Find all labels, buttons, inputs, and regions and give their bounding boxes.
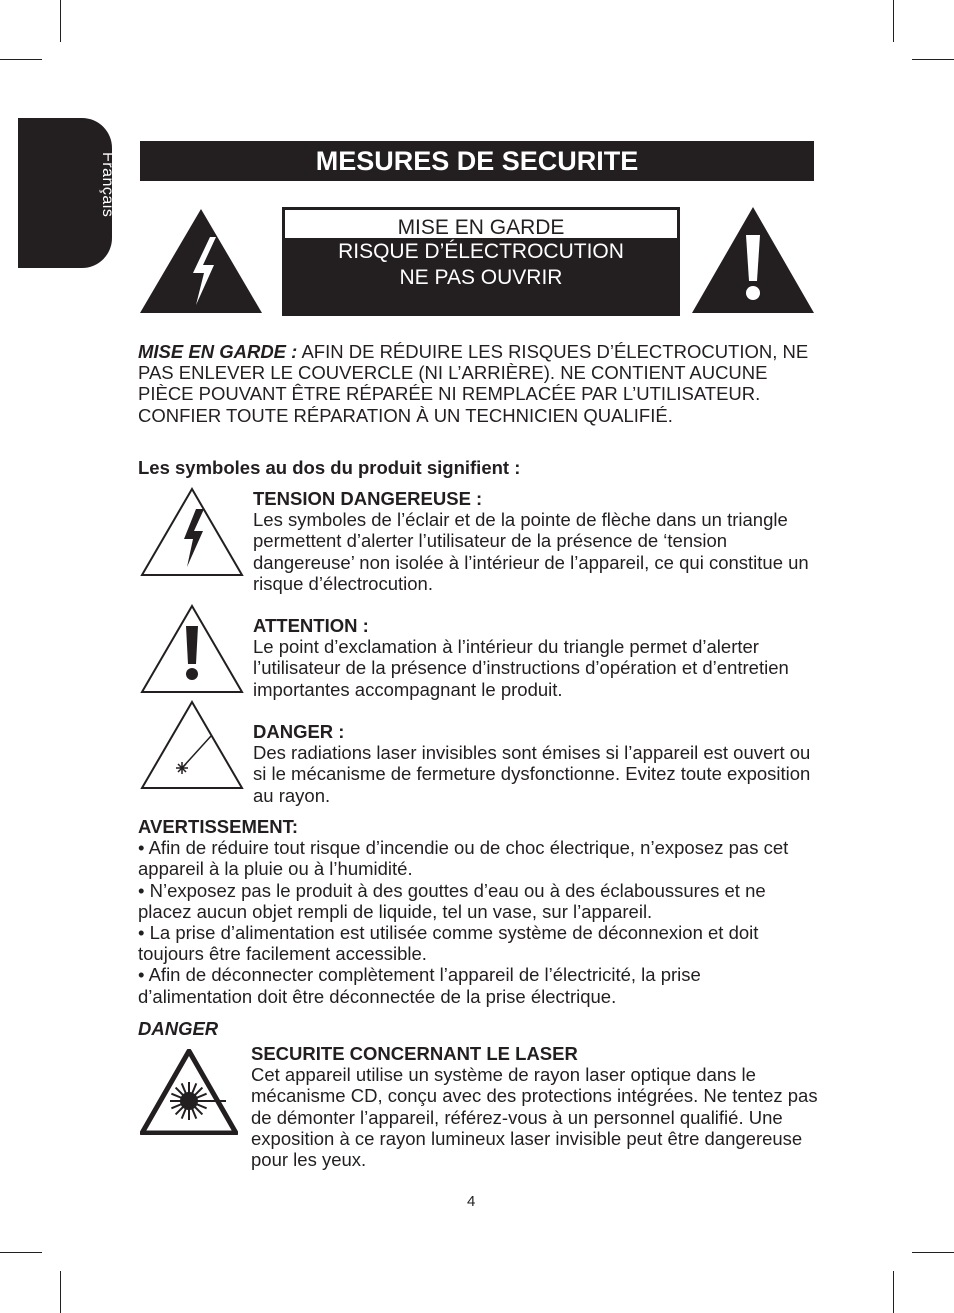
language-label: Français [99,152,116,218]
laser-title: SECURITE CONCERNANT LE LASER [251,1043,578,1064]
caution-text: AFIN DE RÉDUIRE LES RISQUES D’ÉLECTROCUTION, NE PAS ENLEVER LE COUVERCLE (NI L’ARRIÈRE). NE CONTIENT AUCUNE PIÈCE POUVANT ÊTRE RÉPARÉE NI REMPLACÉE PAR L’UTILISATEUR. CONFIER TOUTE RÉPARATION À UN TECHNICIEN QUALIFIÉ. [138,341,809,426]
caution-paragraph [138,341,828,426]
warning-item: • Afin de déconnecter complètement l’appareil de l’électricité, la prise d’alimentation doit être déconnectée de la prise électrique. [138,964,701,1007]
laser-text: Cet appareil utilise un système de rayon laser optique dans le mécanisme CD, conçu avec des protections intégrées. Ne tentez pas de démonter l’appareil, référez-vous à un personnel qualifié. Une exposition à ce rayon lumineux laser invisible peut être dangereuse pour les yeux. [251,1064,818,1171]
symbol-text: Des radiations laser invisibles sont émises si l’appareil est ouvert ou si le mécanisme de fermeture dysfonctionne. Evitez toute exposition au rayon. [253,742,811,806]
crop-mark [60,1271,61,1313]
warning-box-line1: MISE EN GARDE [285,210,677,238]
warnings-title: AVERTISSEMENT: [138,816,299,837]
crop-mark [0,1252,42,1253]
symbol-text: Les symboles de l’éclair et de la pointe de flèche dans un triangle permettent d’alerter l’utilisateur de la présence de ‘tension dangereuse’ non isolée à l’intérieur de l’appareil, ce qui constitue un risque d’électrocution. [253,509,809,594]
laser-safety-section [251,1043,821,1170]
crop-mark [912,59,954,60]
laser-beam-triangle-icon [140,700,244,790]
symbol-item [253,488,823,594]
crop-mark [893,0,894,42]
laser-radiation-icon [140,1049,238,1135]
lightning-triangle-icon [138,207,264,315]
warning-box-line3: NE PAS OUVRIR [399,266,563,289]
warning-box-line2: RISQUE D’ÉLECTROCUTION [338,240,624,263]
symbol-text: Le point d’exclamation à l’intérieur du triangle permet d’alerter l’utilisateur de la présence d’instructions d’opération et d’entretien importantes accompagnant le produit. [253,636,789,700]
crop-mark [893,1271,894,1313]
exclamation-triangle-icon [140,604,244,694]
warning-item: • N’exposez pas le produit à des gouttes d’eau ou à des éclaboussures et ne placez aucun objet rempli de liquide, tel un vase, sur l’appareil. [138,879,766,922]
warning-box [282,207,680,316]
page-title: MESURES DE SECURITE [140,141,814,181]
crop-mark [0,59,42,60]
symbol-title: TENSION DANGEREUSE : [253,488,483,509]
warning-item: • La prise d’alimentation est utilisée comme système de déconnexion et doit toujours être facilement accessible. [138,922,759,965]
exclamation-triangle-icon [690,205,816,315]
lightning-triangle-icon [140,487,244,577]
warnings-section [138,816,818,1007]
symbol-title: DANGER : [253,721,345,742]
symbol-title: ATTENTION : [253,615,369,636]
caution-label: MISE EN GARDE : [138,341,298,362]
crop-mark [60,0,61,42]
symbol-item [253,721,823,806]
symbols-heading: Les symboles au dos du produit signifient : [138,457,521,478]
symbol-item [253,615,823,700]
warning-item: • Afin de réduire tout risque d’incendie ou de choc électrique, n’exposez pas cet appareil à la pluie ou à l’humidité. [138,837,789,880]
crop-mark [912,1252,954,1253]
language-tab [18,118,116,268]
danger-heading: DANGER [138,1018,219,1039]
page-number: 4 [467,1193,476,1210]
